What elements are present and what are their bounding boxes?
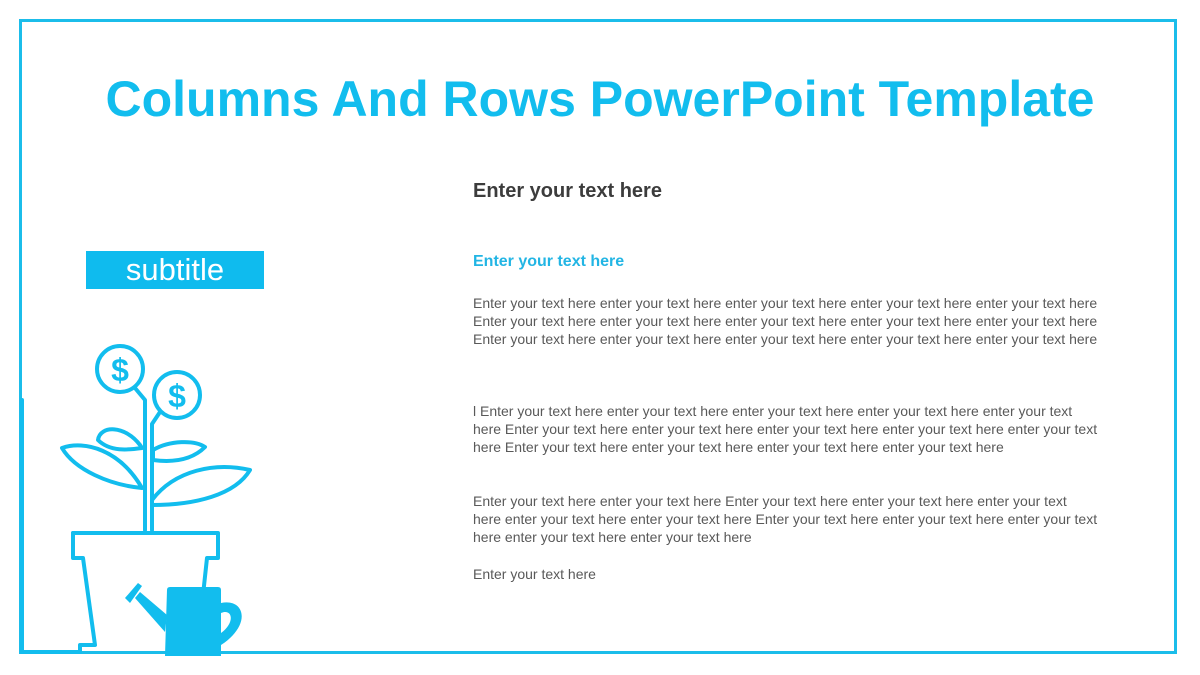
subtitle-badge: subtitle [86,251,264,289]
leaf-icon [62,429,250,505]
svg-text:$: $ [111,352,129,388]
paragraph-2: l Enter your text here enter your text here enter your text here enter your text here enter your text here Enter your text here enter your text here enter your text here enter your text here enter your text here Enter your text here enter your text here enter your text here enter your text here [473,403,1098,455]
paragraph-3: Enter your text here enter your text here Enter your text here enter your text here enter your text here enter your text here enter your text here Enter your text here enter your text here enter your text here enter your text here enter your text here [473,493,1098,545]
paragraph-1: Enter your text here enter your text here enter your text here enter your text here enter your text here Enter your text here enter your text here enter your text here enter your text here enter your text here Enter your text here enter your text here enter your text here enter your text here enter your text here [473,295,1098,347]
money-plant-illustration [0,330,300,675]
content-heading: Enter your text here [473,180,662,202]
watering-can-icon [125,583,242,656]
slide-title: Columns And Rows PowerPoint Template [105,71,1095,127]
content-subheading: Enter your text here [473,253,625,270]
paragraph-4: Enter your text here [473,566,596,582]
svg-text:$: $ [168,378,186,414]
